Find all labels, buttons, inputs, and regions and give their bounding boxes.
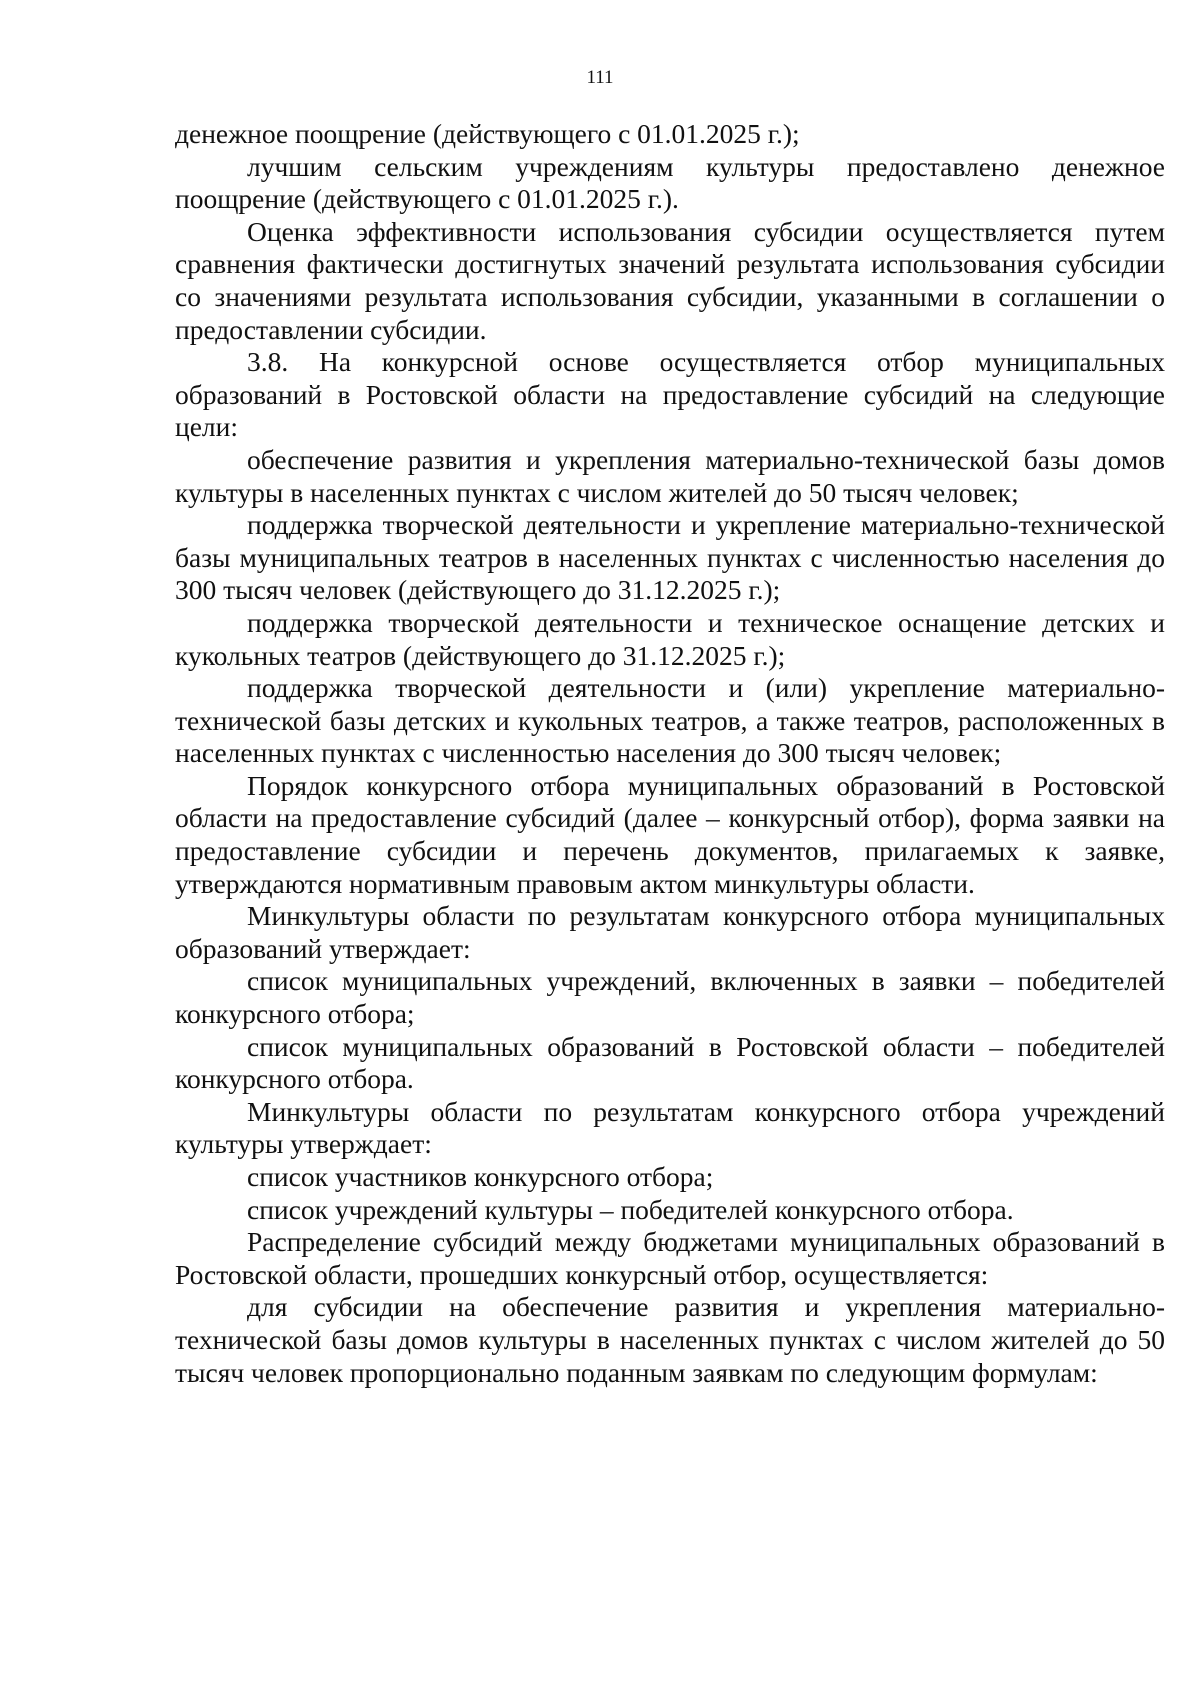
paragraph: список муниципальных учреждений, включенных в заявки – победителей конкурсного отбора; bbox=[175, 965, 1165, 1030]
document-body bbox=[175, 118, 1165, 1389]
page-number: 111 bbox=[586, 67, 614, 88]
paragraph: Минкультуры области по результатам конкурсного отбора учреждений культуры утверждает: bbox=[175, 1095, 1165, 1160]
paragraph: Порядок конкурсного отбора муниципальных образований в Ростовской области на предоставление субсидий (далее – конкурсный отбор), форма заявки на предоставление субсидии и перечень документов, прилагаемых к заявке, утверждаются нормативным правовым актом минкультуры области. bbox=[175, 769, 1165, 899]
paragraph-continuation: денежное поощрение (действующего с 01.01.2025 г.); bbox=[175, 118, 800, 149]
paragraph: список учреждений культуры – победителей конкурсного отбора. bbox=[247, 1193, 1014, 1225]
paragraph: поддержка творческой деятельности и укрепление материально-технической базы муниципальных театров в населенных пунктах с численностью населения до 300 тысяч человек (действующего до 31.12.2025 г.); bbox=[175, 509, 1165, 606]
paragraph: Распределение субсидий между бюджетами муниципальных образований в Ростовской области, прошедших конкурсный отбор, осуществляется: bbox=[175, 1226, 1165, 1290]
paragraph: Оценка эффективности использования субсидии осуществляется путем сравнения фактически достигнутых значений результата использования субсидии со значениями результата использования субсидии, указанными в соглашении о предоставлении субсидии. bbox=[175, 215, 1165, 345]
paragraph: список муниципальных образований в Ростовской области – победителей конкурсного отбора. bbox=[175, 1030, 1165, 1095]
paragraph: лучшим сельским учреждениям культуры предоставлено денежное поощрение (действующего с 01.01.2025 г.). bbox=[175, 150, 1165, 215]
paragraph: для субсидии на обеспечение развития и укрепления материально-технической базы домов культуры в населенных пунктах с числом жителей до 50 тысяч человек пропорционально поданным заявкам по следующим формулам: bbox=[175, 1291, 1165, 1388]
paragraph: поддержка творческой деятельности и (или) укрепление материально-технической базы детских и кукольных театров, а также театров, расположенных в населенных пунктах с численностью населения до 300 тысяч человек; bbox=[175, 672, 1165, 769]
paragraph: Минкультуры области по результатам конкурсного отбора муниципальных образований утверждает: bbox=[175, 900, 1165, 964]
paragraph: список участников конкурсного отбора; bbox=[247, 1161, 714, 1192]
paragraph: поддержка творческой деятельности и техническое оснащение детских и кукольных театров (действующего до 31.12.2025 г.); bbox=[175, 606, 1165, 671]
paragraph: обеспечение развития и укрепления материально-технической базы домов культуры в населенных пунктах с числом жителей до 50 тысяч человек; bbox=[175, 443, 1165, 508]
paragraph-section-3-8: 3.8. На конкурсной основе осуществляется отбор муниципальных образований в Ростовской области на предоставление субсидий на следующие цели: bbox=[175, 346, 1165, 443]
